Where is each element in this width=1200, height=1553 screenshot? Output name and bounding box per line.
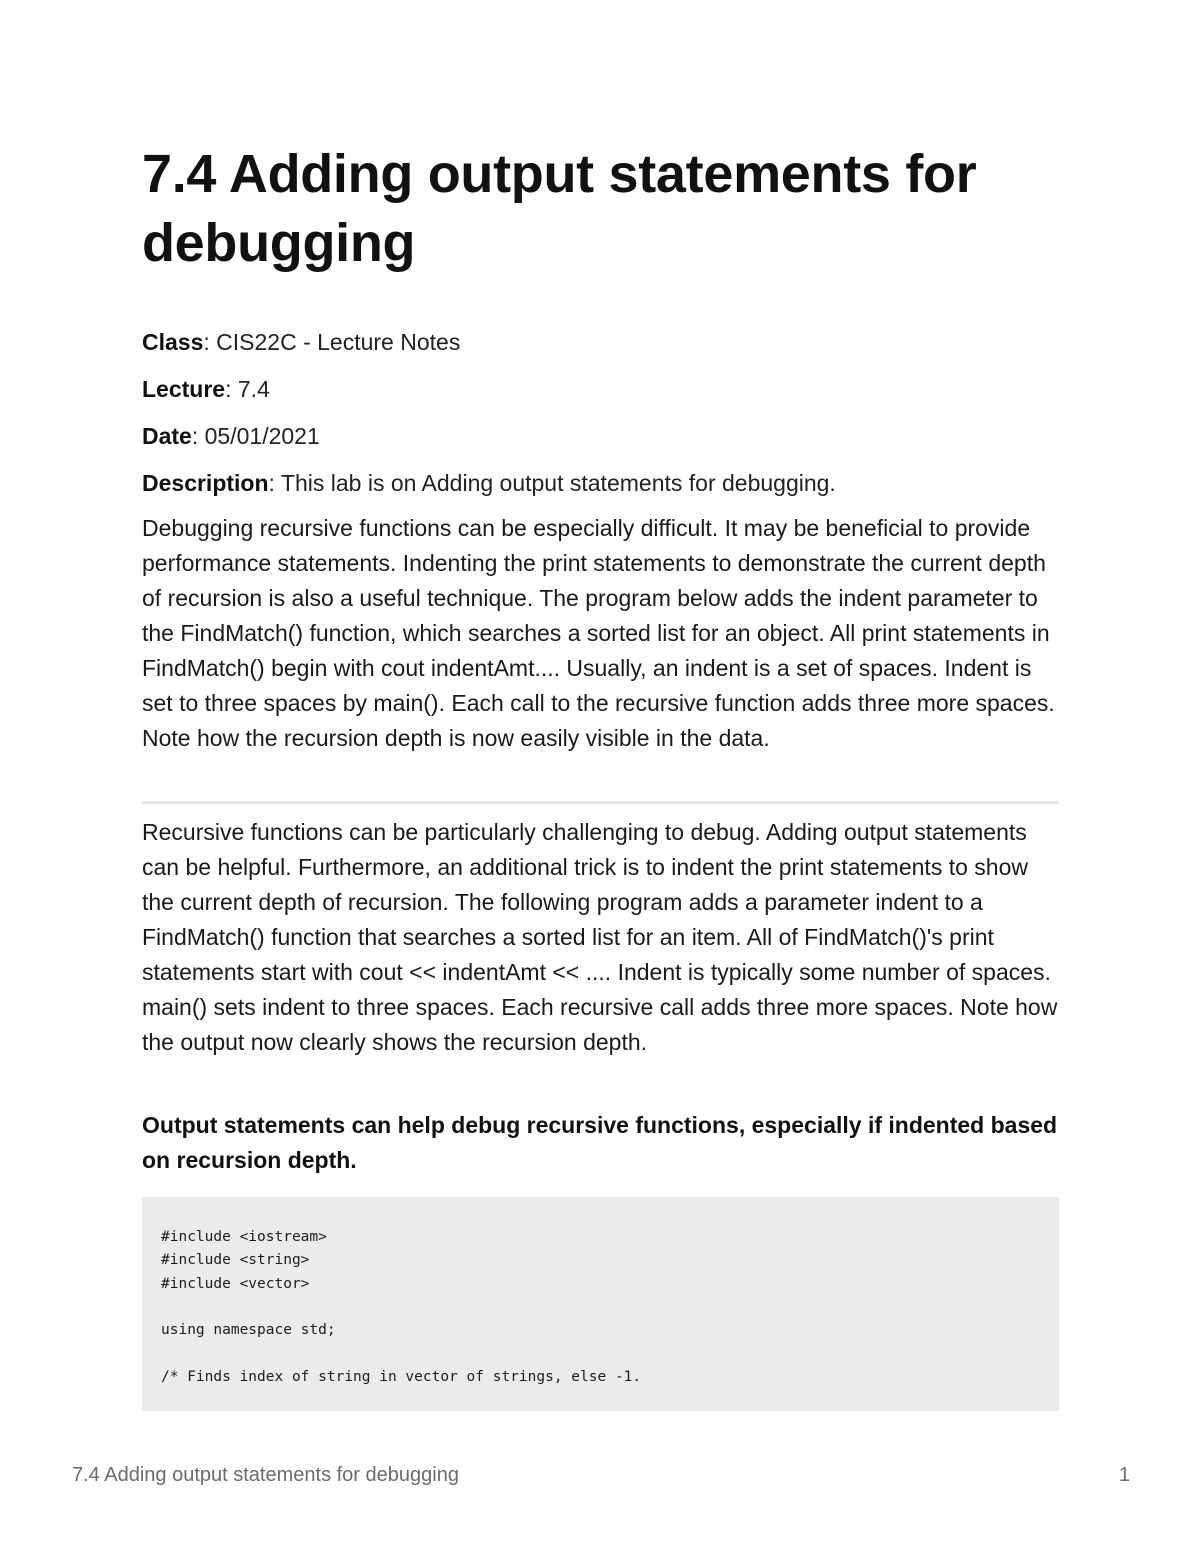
page-number: 1 — [1118, 1464, 1130, 1486]
code-line: #include <vector> — [161, 1275, 310, 1292]
property-date: Date: 05/01/2021 — [142, 423, 320, 449]
page-title: 7.4 Adding output statements for debugging — [142, 144, 977, 273]
property-lecture: Lecture: 7.4 — [142, 376, 270, 402]
footer-title: 7.4 Adding output statements for debugging — [72, 1464, 459, 1486]
body-paragraph: Debugging recursive functions can be especially difficult. It may be beneficial to provide performance statements. Indenting the print statements to demonstrate the current depth of recursion is also a useful technique. The program below adds the indent parameter to the FindMatch() function, which searches a sorted list for an object. All print statements in FindMatch() begin with cout indentAmt.... Usually, an indent is a set of spaces. Indent is set to three spaces by main(). Each call to the recursive function adds three more spaces. Note how the recursion depth is now easily visible in the data. — [142, 515, 1055, 751]
divider — [142, 801, 1059, 804]
callout-text: Output statements can help debug recursive functions, especially if indented based on recursion depth. — [142, 1112, 1058, 1173]
property-label: Lecture — [142, 376, 226, 402]
property-value: 7.4 — [237, 376, 270, 402]
property-description: Description: This lab is on Adding output statements for debugging. — [142, 470, 836, 496]
code-line: /* Finds index of string in vector of strings, else -1. — [161, 1368, 642, 1385]
property-label: Date — [142, 423, 192, 449]
code-line: #include <string> — [161, 1252, 310, 1269]
code-line: using namespace std; — [161, 1322, 336, 1339]
property-class: Class: CIS22C - Lecture Notes — [142, 329, 461, 355]
code-line: #include <iostream> — [161, 1229, 327, 1245]
body-paragraph: Recursive functions can be particularly challenging to debug. Adding output statements can be helpful. Furthermore, an additional trick is to indent the print statements to show the current depth of recursion. The following program adds a parameter indent to a FindMatch() function that searches a sorted list for an item. All of FindMatch()'s print statements start with cout << indentAmt << .... Indent is typically some number of spaces. main() sets indent to three spaces. Each recursive call adds three more spaces. Note how the output now clearly shows the recursion depth. — [142, 819, 1058, 1055]
code-block — [142, 1197, 1059, 1411]
property-label: Description — [142, 470, 269, 496]
code-line — [161, 1342, 1040, 1365]
property-value: 05/01/2021 — [204, 423, 320, 449]
property-label: Class — [142, 329, 204, 355]
property-value: CIS22C - Lecture Notes — [216, 329, 461, 355]
property-value: This lab is on Adding output statements for debugging. — [280, 470, 836, 496]
code-line — [161, 1296, 1040, 1319]
